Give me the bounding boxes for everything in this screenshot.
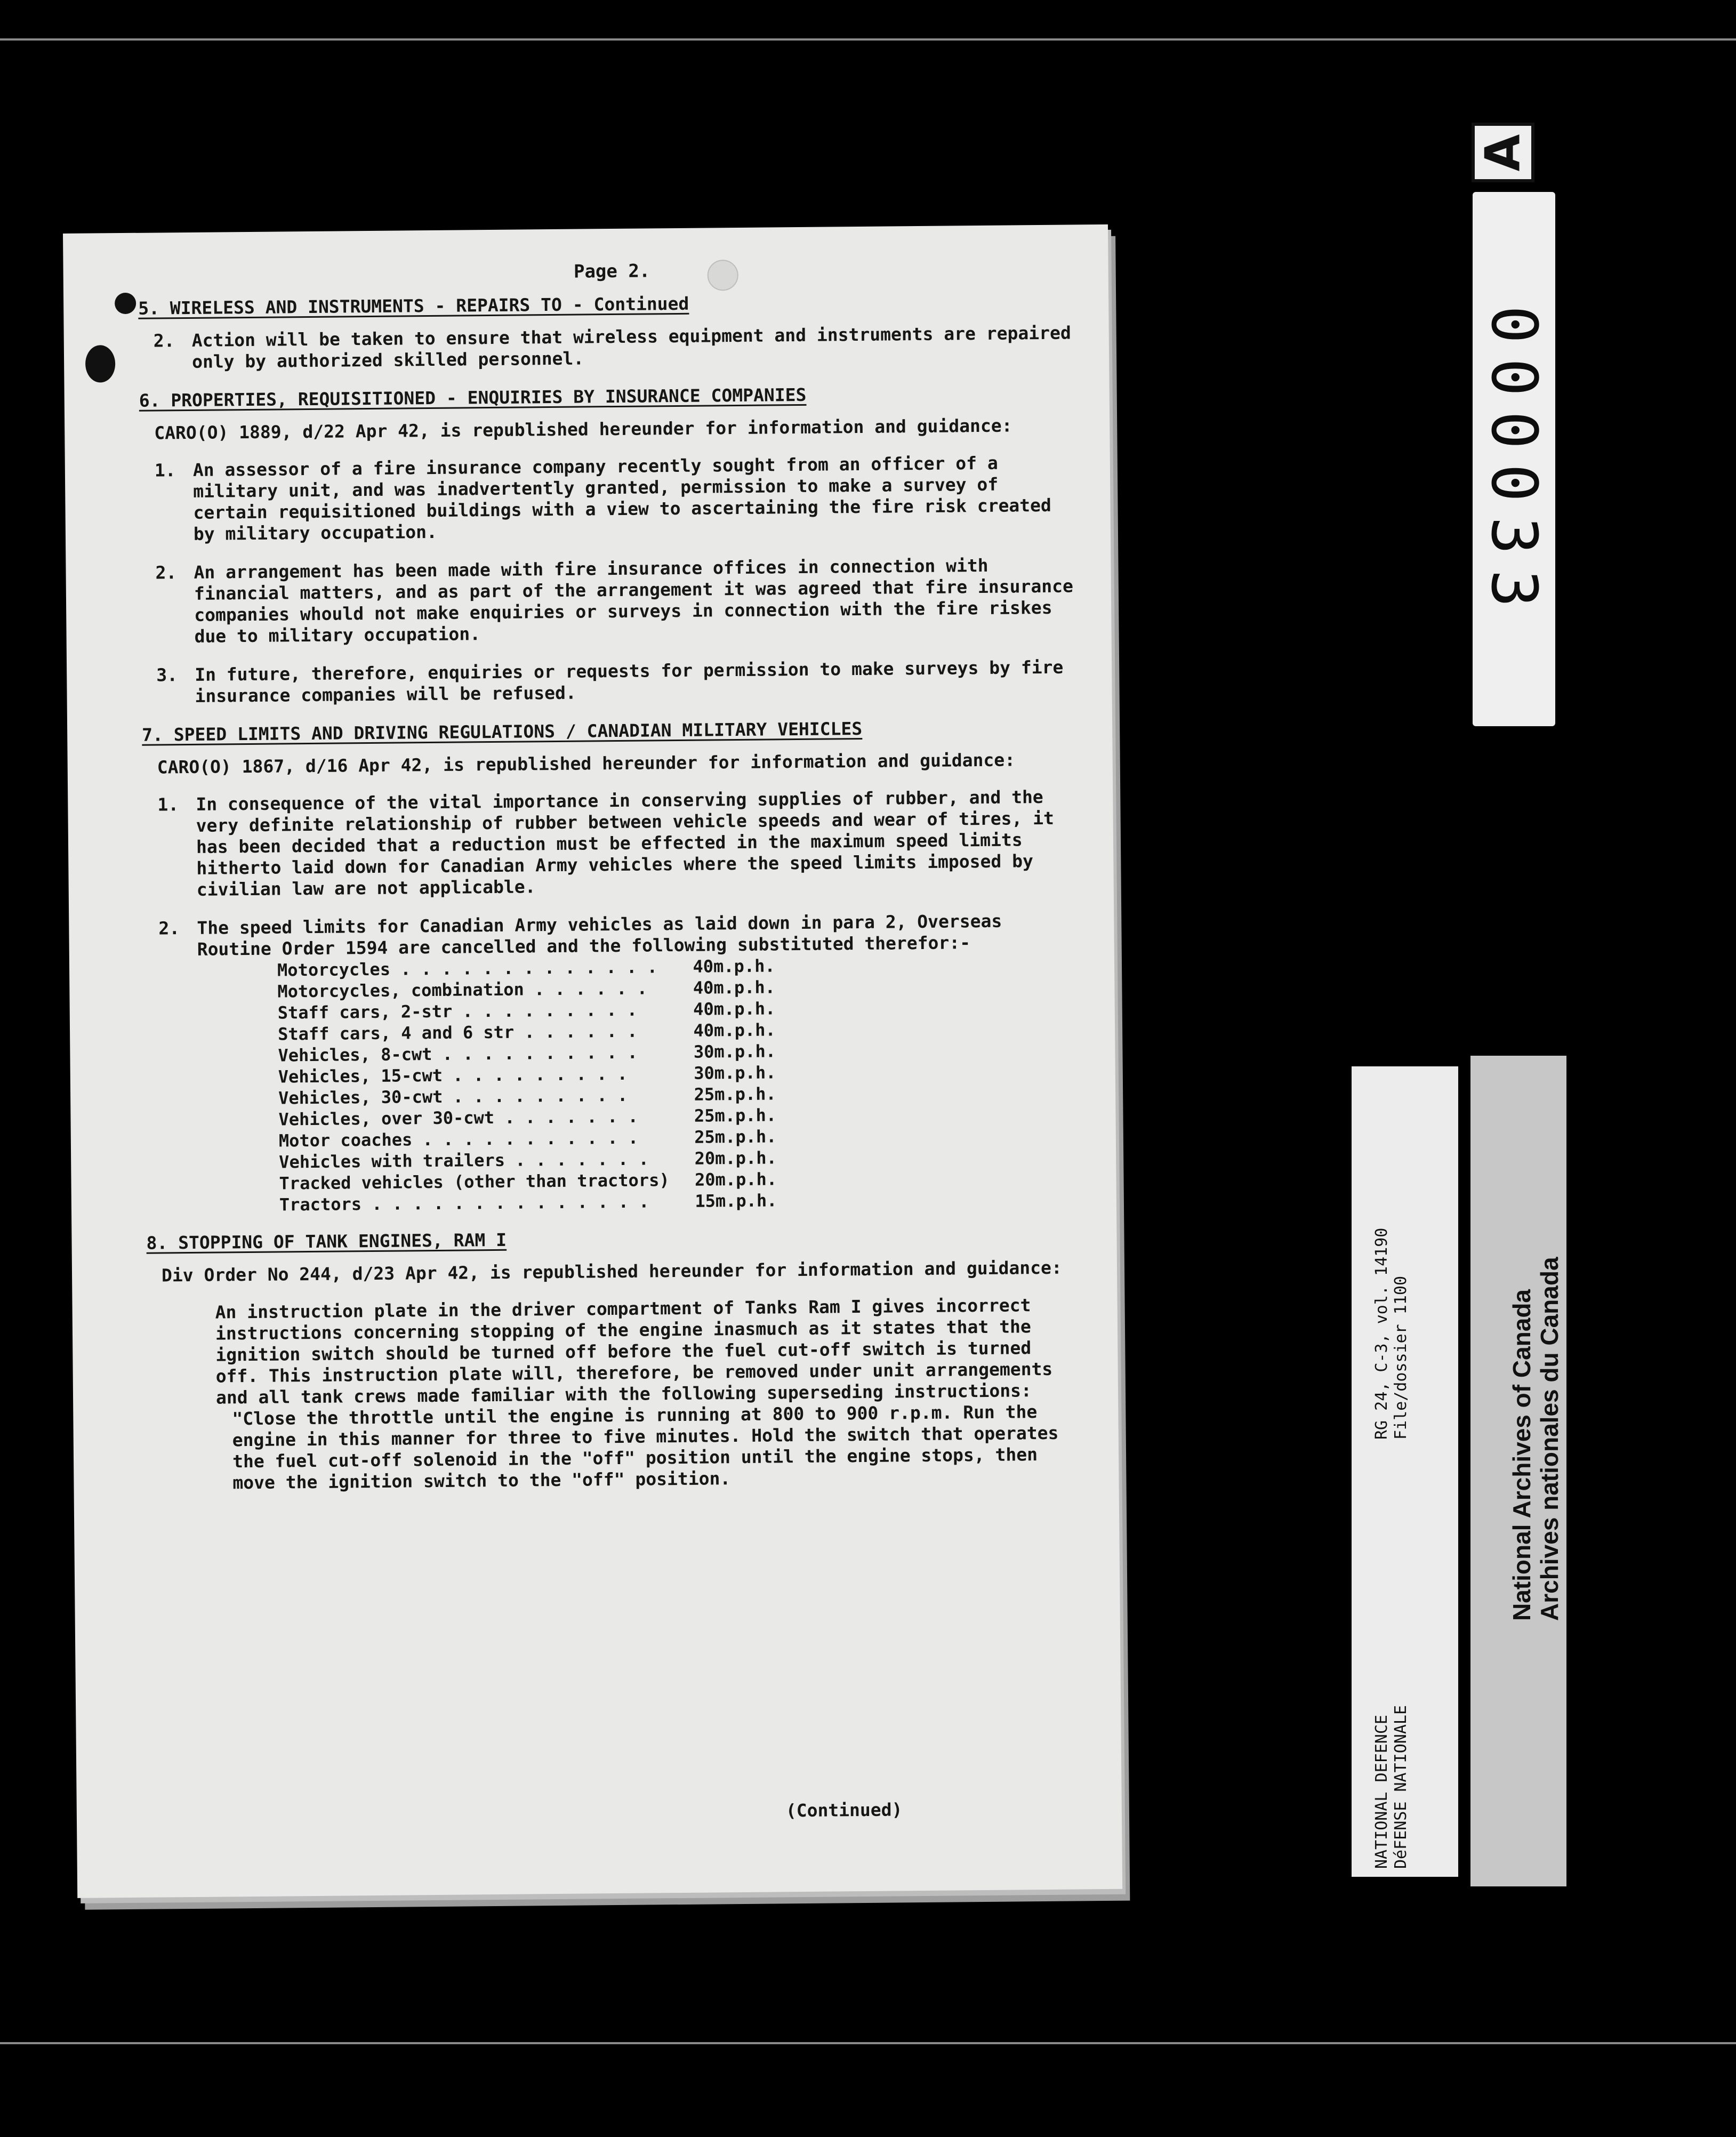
archive-reference-label [1352,1066,1458,1877]
speed-value: 40 [693,1020,714,1041]
speed-unit: m.p.h. [713,998,776,1019]
item-text: In future, therefore, enquiries or requests for permission to make surveys by fire insurance companies will be refused. [195,656,1064,706]
speed-value: 25 [694,1127,715,1147]
department-line-2: DéFENSE NATIONALE [1392,1705,1410,1869]
list-item [154,322,1072,373]
speed-unit: m.p.h. [714,1041,776,1062]
speed-limits-table [277,955,777,1215]
speed-value: 30 [694,1063,714,1083]
item-text: An arrangement has been made with fire insurance offices in connection with financial matters, and as part of the arrangement it was agreed that fire insurance companies whould not make enquiries or surveys in connection with the fire riskes due to military occupation. [194,555,1074,647]
speed-value: 25 [694,1105,715,1126]
speed-unit: m.p.h. [713,955,775,977]
bottom-film-edge [0,2042,1736,2044]
frame-letter: A [1475,134,1531,171]
vehicle-type: Motorcycles . . . . . . . . . . . . . [277,957,658,981]
vehicle-type: Vehicles with trailers . . . . . . . [279,1148,649,1172]
list-item [158,910,1077,960]
item-text: In consequence of the vital importance in conserving supplies of rubber, and the very definite relationship of rubber between vehicle speeds and wear of tires, it has been decided that a reduction must be effected in the maximum speed limits hitherto laid down for Canadian Army vehicles where the speed limits imposed by civilian law are not applicable. [196,786,1055,900]
vehicle-type: Vehicles, 30-cwt . . . . . . . . . [278,1084,628,1108]
list-item [155,452,1073,545]
item-number: 3. [156,664,178,686]
vehicle-type: Staff cars, 2-str . . . . . . . . . [277,999,638,1023]
vehicle-type: Tracked vehicles (other than tractors) [279,1170,670,1194]
item-number: 1. [157,794,179,815]
item-text: Action will be taken to ensure that wireless equipment and instruments are repaired only by authorized skilled personnel. [191,322,1071,372]
speed-limit-row [279,1190,777,1215]
list-item [156,656,1075,707]
speed-value: 15 [695,1191,716,1211]
continued-note: (Continued) [785,1799,903,1821]
speed-value: 30 [693,1041,714,1062]
vehicle-type: Motor coaches . . . . . . . . . . . [278,1127,639,1151]
section-8-body: An instruction plate in the driver compartment of Tanks Ram I gives incorrect instructions concerning stopping of the engine inasmuch as it states that the ignition switch should be turned off before the fuel cut-off switch is turned off. This instruction plate will, therefore, be removed under unit arrangements and all tank crews made familiar with the following superseding instructions: [215,1295,1053,1408]
item-number: 2. [158,918,180,939]
vehicle-type: Vehicles, 15-cwt . . . . . . . . . [278,1063,628,1087]
archives-name-english: National Archives of Canada [1508,1289,1536,1621]
vehicle-type: Tractors . . . . . . . . . . . . . . [279,1191,649,1215]
frame-letter-marker [1472,123,1534,182]
item-number: 2. [155,562,177,583]
list-item [157,786,1076,901]
document-page [63,224,1122,1898]
national-archives-label [1470,1056,1566,1886]
top-film-edge [0,38,1736,41]
vehicle-type: Motorcycles, combination . . . . . . [277,978,648,1002]
department-line-1: NATIONAL DEFENCE [1372,1715,1391,1869]
item-number: 1. [154,460,176,481]
punch-hole [115,293,136,314]
speed-value: 40 [693,956,714,977]
reference-line-1: RG 24, C-3, vol. 14190 [1372,1227,1391,1440]
engine-stop-instructions: "Close the throttle until the engine is running at 800 to 900 r.p.m. Run the engine in this manner for three to five minutes. Hold the switch that operates the fuel cut-off solenoid in the "off" position until the engine stops, then move the ignition switch to the "off" position. [232,1401,1059,1493]
item-text: The speed limits for Canadian Army vehicles as laid down in para 2, Overseas Routine Order 1594 are cancelled and the following substituted therefor:- [197,910,1002,960]
section-8-intro: Div Order No 244, d/23 Apr 42, is republished hereunder for information and guidance: [161,1257,1062,1286]
speed-unit: m.p.h. [714,1083,776,1105]
speed-unit: m.p.h. [714,1105,777,1126]
reference-line-2: File/dossier 1100 [1392,1275,1410,1440]
vehicle-type: Vehicles, over 30-cwt . . . . . . . [278,1106,638,1130]
punch-hole [85,345,116,382]
speed-value: 40 [693,977,714,998]
section-7-heading: 7. SPEED LIMITS AND DRIVING REGULATIONS / CANADIAN MILITARY VEHICLES [142,718,863,745]
speed-unit: m.p.h. [715,1190,777,1211]
speed-unit: m.p.h. [715,1147,777,1169]
speed-value: 40 [693,999,714,1019]
vehicle-type: Staff cars, 4 and 6 str . . . . . . [277,1021,638,1045]
page-label: Page 2. [573,260,650,283]
section-7-intro: CARO(O) 1867, d/16 Apr 42, is republished hereunder for information and guidance: [157,749,1016,778]
punch-hole [707,260,738,291]
speed-unit: m.p.h. [715,1169,777,1190]
archives-name-french: Archives nationales du Canada [1536,1257,1563,1621]
section-8-heading: 8. STOPPING OF TANK ENGINES, RAM I [146,1229,507,1254]
speed-unit: m.p.h. [713,977,776,998]
section-6-intro: CARO(O) 1889, d/22 Apr 42, is republished hereunder for information and guidance: [154,415,1012,444]
item-text: An assessor of a fire insurance company recently sought from an officer of a military unit, and was inadvertently granted, permission to make a survey of certain requisitioned buildings with a view to ascertaining the fire risk created by military occupation. [192,452,1051,544]
item-number: 2. [153,330,175,351]
speed-value: 20 [694,1169,716,1190]
speed-value: 20 [694,1148,716,1169]
speed-unit: m.p.h. [714,1126,777,1147]
speed-unit: m.p.h. [714,1062,776,1083]
speed-unit: m.p.h. [713,1019,776,1041]
vehicle-type: Vehicles, 8-cwt . . . . . . . . . . [278,1042,638,1066]
section-6-heading: 6. PROPERTIES, REQUISITIONED - ENQUIRIES BY INSURANCE COMPANIES [139,384,807,411]
section-5-heading: 5. WIRELESS AND INSTRUMENTS - REPAIRS TO - Continued [138,293,689,319]
speed-value: 25 [694,1084,715,1105]
list-item [155,554,1074,647]
frame-number: 000033 [1477,305,1551,623]
